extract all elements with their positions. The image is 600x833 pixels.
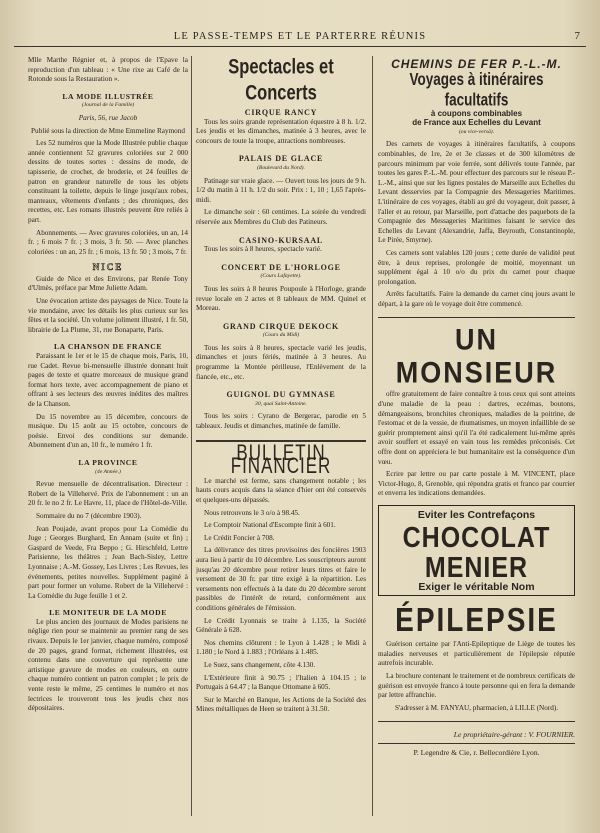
column-divider bbox=[372, 56, 373, 816]
column-middle bbox=[196, 56, 366, 816]
mode-illustree-address: Paris, 56, rue Jacob bbox=[78, 113, 138, 122]
dekock-heading: GRAND CIRQUE DEKOCK bbox=[222, 321, 340, 331]
financial-paragraph: Nous retrouvons le 3 o/o à 98.45. bbox=[204, 508, 300, 517]
epilepsie-title: ÉPILEPSIE bbox=[395, 600, 558, 639]
section-divider bbox=[378, 317, 575, 318]
section-divider bbox=[378, 743, 575, 744]
palais-de-glace-subtitle: (Boulevard du Nord). bbox=[257, 164, 305, 171]
chanson-contest-text: Du 15 novembre au 15 décembre, concours de musique. Du 15 août au 15 octobre, concours de poésie. Envoi des conditions sur demande. Abonnement d'un an, 10 fr., le numéro 1 fr. bbox=[28, 412, 188, 450]
nice-guide-text: Guide de Nice et des Environs, par Renée Tony d'Ulmès, préface par Mme Juliette Adam. bbox=[28, 274, 188, 293]
menier-exiger: Exiger le véritable Nom bbox=[418, 580, 535, 593]
voyages-stops: Arrêts facultatifs. Faire la demande du carnet cinq jours avant le départ, à la gare où le voyage doit être commencé. bbox=[378, 290, 575, 308]
financial-paragraph: Le Suez, sans changement, côte 4.130. bbox=[204, 660, 316, 669]
un-monsieur-contact: Ecrire par lettre ou par carte postale à M. VINCENT, place Victor-Hugo, 8, Grenoble, qui répondra gratis et franco par courrier et enverra les indications demandées. bbox=[378, 470, 575, 498]
financial-paragraph: Sur le Marché en Banque, les Actions de la Société des Mines métalliques de Heen se traitent à 31.50. bbox=[196, 695, 366, 714]
province-summary-label: Sommaire du no 7 (décembre 1903). bbox=[36, 511, 142, 520]
province-summary: Jean Poujade, avant propos pour La Comédie du Juge ; Georges Burghard, En Annam (suite et fin) ; Gaspard de Veede, Fra Beppo ; G. Hirschfeld, Lettre Parisienne, les théâtres ; Jean Bach-Sisley, Lettre Lyonnaise ; A.-M. Gossey, Les Livres ; Les Revues, les événements, petites nouvelles. Supplément paginé à part pour former un volume. Robert de la Villehervé : La Comédie du Juge feuille 1 et 2. bbox=[28, 524, 188, 600]
horloge-heading: CONCERT DE L'HORLOGE bbox=[221, 262, 341, 272]
dekock-subtitle: (Cours du Midi) bbox=[262, 332, 300, 339]
horloge-text: Tous les soirs à 8 heures Poupoule à l'Horloge, grande revue locale en 2 actes et 8 tableaux de MM. Quinel et Moreau. bbox=[196, 284, 366, 313]
horloge-subtitle: (Cours Lafayette). bbox=[260, 273, 302, 280]
palais-de-glace-heading: PALAIS DE GLACE bbox=[238, 154, 324, 164]
moniteur-text: Le plus ancien des journaux de Modes parisiens ne néglige rien pour se maintenir au premier rang de ses rivaux. Depuis le 1er janvier, chaque numéro, composé de 20 pages, grand format, richement illustrées, est contenu dans une couverture qui représente une artistique gravure de modes en couleurs, en outre chaque numéro contient un patron complet ; le prix de vente reste le même, 25 centimes le numéro et nos lectrices le trouveront tous les jeudis chez nos dépositaires. bbox=[28, 617, 188, 713]
mode-illustree-publisher: Publié sous la direction de Mme Emmeline Raymond bbox=[31, 126, 185, 135]
un-monsieur-text: offre gratuitement de faire connaître à tous ceux qui sont atteints d'une maladie de la peau : dartres, eczémas, boutons, démangeaisons, bronchites chroniques, maladies de la poitrine, de l'estomac et de la vessie, de rhumatismes, un moyen infaillible de se guérir promptement ainsi qu'il l'a été radicalement lui-même après avoir souffert et essayé en vain tous les remèdes préconisés. Cet offre dont on appréciera le but humanitaire est la conséquence d'un vœu. bbox=[378, 390, 575, 466]
section-divider bbox=[378, 721, 575, 722]
column-right bbox=[378, 56, 575, 816]
mode-illustree-heading: LA MODE ILLUSTRÉE bbox=[62, 91, 154, 101]
moniteur-heading: LE MONITEUR DE LA MODE bbox=[49, 608, 167, 618]
voyages-subtitle: à coupons combinables bbox=[430, 108, 523, 118]
province-heading: LA PROVINCE bbox=[78, 457, 138, 467]
financial-paragraph: La délivrance des titres provisoires des foncières 1903 aura lieu à partir du 10 décembre. Les souscripteurs auront jusqu'au 20 décembre pour retirer leurs titres et faire le versement de 30 fr. par titre exigé à la répartition. Les versements non effectués à la date du 20 décembre seront passibles de l'intérêt de retard, conformément aux conditions générales de l'émission. bbox=[196, 546, 366, 612]
cirque-rancy-heading: CIRQUE RANCY bbox=[244, 108, 318, 117]
mode-illustree-subscription: Abonnements. — Avec gravures coloriées, un an, 14 fr. ; 6 mois 7 fr. ; 3 mois, 3 fr. 50. — Avec planches coloriées : un an, 25 fr. ; 6 mois, 13 fr. 50 ; 3 mois, 7 fr. bbox=[28, 228, 188, 256]
plm-heading: CHEMINS DE FER P.-L.-M. bbox=[391, 57, 562, 71]
newspaper-title: LE PASSE-TEMPS ET LE PARTERRE RÉUNIS bbox=[173, 31, 427, 42]
column-left bbox=[28, 56, 188, 816]
un-monsieur-title: UN MONSIEUR bbox=[395, 323, 558, 390]
financial-paragraph: L'Extérieure finit à 90.75 ; l'Italien à 104.15 ; le Portugais à 64.47 ; la Banque Ottomane à 605. bbox=[196, 673, 366, 692]
casino-kursaal-text: Tous les soirs à 8 heures, spectacle varié. bbox=[204, 245, 322, 254]
voyages-validity: Ces carnets sont valables 120 jours ; cette durée de validité peut être, à deux reprises, prolongée de moitié, moyennant un supplément égal à 10 o/o du prix du carnet pour chaque prolongation. bbox=[378, 248, 575, 286]
province-text: Revue mensuelle de décentralisation. Directeur : Robert de la Villehervé. Prix de l'abonnement : un an 20 fr. le no 2 fr. Le Havre, 11, place de l'Hôtel-de-Ville. bbox=[28, 480, 188, 508]
financial-paragraph: Le Crédit Foncier à 708. bbox=[204, 533, 275, 542]
mode-illustree-subtitle: (Journal de la Famille) bbox=[81, 102, 135, 109]
spectacles-title: Spectacles et Concerts bbox=[228, 56, 334, 105]
running-header bbox=[14, 30, 586, 47]
voyages-text: Des carnets de voyages à itinéraires facultatifs, à coupons combinables, de 1re, 2e et 3e classes et de 300 kilomètres de parcours minimum par voie ferrée, sont délivrés toute l'année, par toutes les gares P.-L.-M. pour effectuer des parcours sur le réseau P.-L.-M., ainsi que sur les lignes postales de Marseille aux Echelles du Levant desservies par la Compagnie des Messageries Maritimes. L'itinéraire de ces voyages, établi au gré du voyageur, doit passer, à l'aller et au retour, par Marseille, port d'attache des paquebots de la Compagnie des Messageries Maritimes faisant le service des Echelles du Levant (Alexandrie, Jaffa, Beyrouth, Constantinople, Le Pirée, Smyrne). bbox=[378, 140, 575, 245]
chocolat-label: CHOCOLAT bbox=[402, 521, 551, 554]
menier-label: MENIER bbox=[424, 551, 529, 584]
chanson-heading: LA CHANSON DE FRANCE bbox=[54, 342, 162, 352]
financial-paragraph: Nos chemins clôturent : le Lyon à 1.428 ; le Midi à 1.180 ; le Nord à 1.883 ; l'Orléans à 1.485. bbox=[196, 638, 366, 657]
epilepsie-contact: S'adresser à M. FANYAU, pharmacien, à LILLE (Nord). bbox=[394, 703, 559, 712]
cirque-rancy-text: Tous les soirs grande représentation équestre à 8 h. 1/2. Les jeudis et les dimanches, matinée à 3 heures, avec le concours de toute la troupe, attractions nombreuses. bbox=[196, 117, 366, 145]
financial-paragraph: Le marché est ferme, sans changement notable ; les hauts cours acquis dans la séance d'hier ont été conservés et quelques-uns dépassés. bbox=[196, 476, 366, 504]
dekock-text: Tous les soirs à 8 heures, spectacle varié les jeudis, dimanches et jours fériés, matinée à 3 heures. Au programme la Montée périlleuse, l'Enlèvement de la fiancée, etc., etc. bbox=[196, 343, 366, 381]
nice-heading: NICE bbox=[92, 262, 124, 273]
financial-paragraph: Le Crédit Lyonnais se traite à 1.135, la Société Générale à 628. bbox=[196, 616, 366, 635]
column-divider bbox=[191, 56, 192, 816]
chanson-text: Paraissant le 1er et le 15 de chaque mois, Paris, 10, rue Cadet. Revue bi-mensuelle illustrée donnant huit pages de texte et quatre morceaux de musique grand format hors texte, avec accompagnement de piano et offrant à ses lecteurs des œuvres inédites des maîtres de la Chanson. bbox=[28, 352, 188, 408]
voyages-subtitle-3: (ou vice-versâ). bbox=[458, 128, 495, 135]
bulletin-financier-title: BULLETIN FINANCIER bbox=[230, 440, 332, 478]
palais-de-glace-text: Patinage sur vraie glace. — Ouvert tous les jours de 9 h. 1/2 du matin à 11 h. 1/2 du soir. Prix : 1, 10 ; 1,65 l'après-midi. bbox=[196, 176, 366, 204]
nice-guide-description: Une évocation artiste des paysages de Nice. Toute la vie mondaine, avec les détails les plus curieux sur les fêtes et la société. Un volume joliment illustré, 1 fr. 50, librairie de La Plume, 31, rue Bonaparte, Paris. bbox=[28, 297, 188, 334]
casino-kursaal-heading: CASINO-KURSAAL bbox=[238, 235, 324, 245]
menier-contrefacons: Eviter les Contrefaçons bbox=[417, 509, 536, 521]
guignol-heading: GUIGNOL DU GYMNASE bbox=[226, 390, 336, 400]
intro-paragraph: Mlle Marthe Régnier et, à propos de l'Epave la reproduction d'un tableau : « Une rixe au Café de la Rotonde sous la Restauration ». bbox=[28, 56, 188, 84]
voyages-title: Voyages à itinéraires facultatifs bbox=[409, 68, 544, 110]
proprietaire-gerant: Le propriétaire-gérant : V. FOURNIER. bbox=[453, 730, 575, 740]
voyages-subtitle-2: de France aux Echelles du Levant bbox=[412, 118, 541, 128]
printer-imprint: P. Legendre & Cie, r. Bellecordière Lyon. bbox=[413, 747, 540, 757]
menier-advert bbox=[378, 505, 575, 596]
financial-paragraph: Le Comptoir National d'Escompte finit à 601. bbox=[204, 521, 336, 530]
guignol-text: Tous les soirs : Cyrano de Bergerac, parodie en 5 tableaux. Jeudis et dimanches, matinée de famille. bbox=[196, 412, 366, 431]
page-number: 7 bbox=[574, 30, 580, 42]
epilepsie-text: Guérison certaine par l'Anti-Epileptique de Liège de toutes les maladies nerveuses et particulièrement de l'épilepsie réputée autrefois incurable. bbox=[378, 640, 575, 668]
mode-illustree-text: Les 52 numéros que la Mode Illustrée publie chaque année contiennent 52 gravures coloriées sur 2 000 dessins de toutes sortes : dessins de mode, de tapisserie, de crochet, de broderie, et 24 feuilles de patron en grandeur naturelle de tous les objets constituant la toilette, depuis le linge jusqu'aux robes, manteaux, vêtements d'enfants ; des chroniques, des recettes, etc. Les romans illustrés peuvent être reliés à part. bbox=[28, 139, 188, 224]
guignol-subtitle: 30, quai Saint-Antoine. bbox=[255, 400, 307, 407]
palais-de-glace-text-2: Le dimanche soir : 60 centimes. La soirée du vendredi réservée aux Membres du Club des Patineurs. bbox=[196, 208, 366, 226]
epilepsie-brochure: La brochure contenant le traitement et de nombreux certificats de guérison est envoyée franco à toute personne qui en fera la demande par lettre affranchie. bbox=[378, 671, 575, 700]
province-subtitle: (4e Année.) bbox=[95, 468, 121, 475]
